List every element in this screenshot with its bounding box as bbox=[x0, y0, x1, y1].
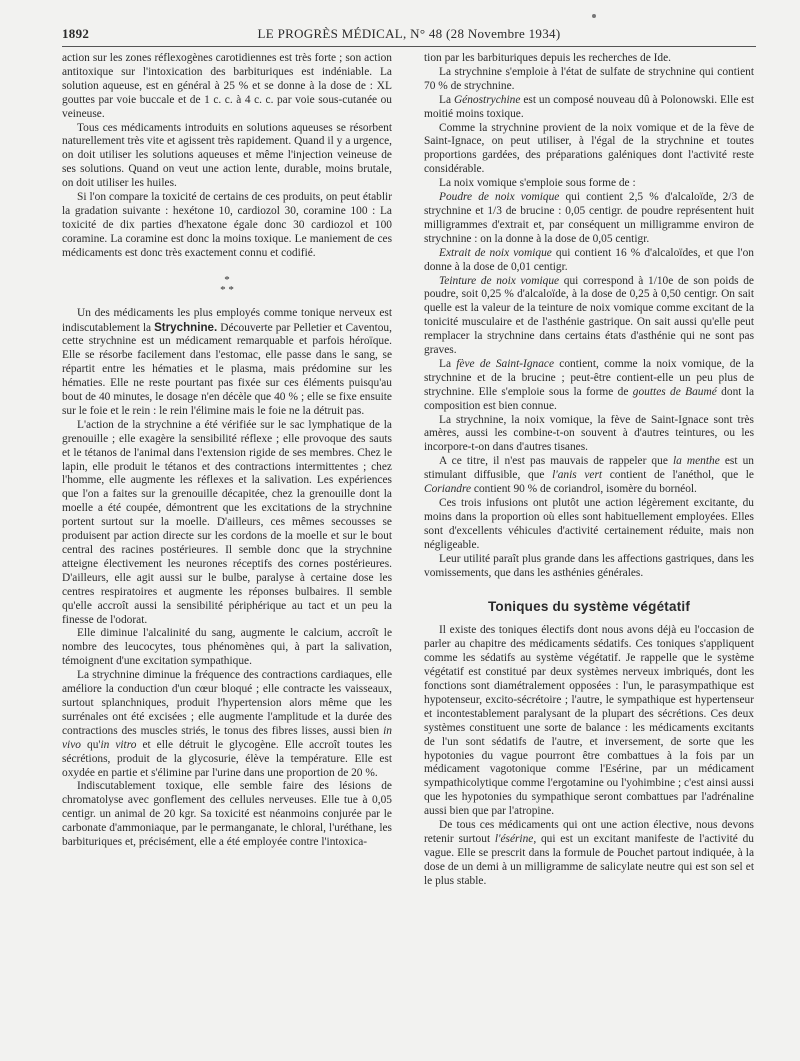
term-strychnine: Strychnine. bbox=[154, 320, 218, 334]
section-heading: Toniques du système végétatif bbox=[487, 599, 691, 615]
paragraph: tion par les barbituriques depuis les recherches de Ide. bbox=[424, 52, 672, 64]
paragraph: Comme la strychnine provient de la noix vomique et de la fève de Saint-Ignace, on peut utiliser, à l'égal de la strychnine et toutes proportions gardées, des préparations galéniques dont l'activité reste considérable. bbox=[424, 121, 754, 176]
paragraph: La noix vomique s'emploie sous forme de : bbox=[439, 177, 636, 190]
paragraph: Tous ces médicaments introduits en solutions aqueuses se résorbent naturellement très vite et agissent très rapidement. Quand il y a urgence, on doit utiliser les solutions aqueuses et même l'injection veineuse de ses solutions. Quand on veut une action lente, durable, moins brutale, on doit utiliser les huiles. bbox=[62, 121, 392, 190]
paragraph: De tous ces médicaments qui ont une action élective, nous devons retenir surtout l'ésérine, qui est un excitant manifeste de l'activité du vague. Elle se prescrit dans la formule de Pouchet partout indiquée, à la dose de un demi à un milligramme de salicylate neutre qui est son sel et le plus stable. bbox=[424, 819, 754, 887]
print-speck bbox=[592, 14, 596, 18]
paragraph-strychnine-intro: Un des médicaments les plus employés comme tonique nerveux est indiscutablement la Strychnine. Découverte par Pelletier et Caventou, cette strychnine est un médicament remarquable et parfois héroïque. Elle se résorbe facilement dans l'estomac, elle passe dans le sang, se répartit entre les hématies et le plasma, mais prédomine sur les hématies. Elle ne reste pourtant pas fixée sur ces éléments puisqu'au bout de 40 minutes, le dosage n'en décèle que 40 % ; elle se fixe ensuite sur le foie et le rein : le rein l'élimine mais le foie ne la détruit pas. bbox=[62, 306, 392, 417]
paragraph: Si l'on compare la toxicité de certains de ces produits, on peut établir la gradation suivante : hexétone 10, cardiozol 30, coramine 100 : La toxicité de dix parties d'hexatone égale donc 30 cardiozol et 100 coramine. La coramine est donc la moins toxique. Le maniement de ces médicaments est donc très exactement connu et codifié. bbox=[62, 191, 392, 259]
right-column bbox=[424, 52, 754, 889]
paragraph: Leur utilité paraît plus grande dans les affections gastriques, dans les vomissements, que dans les asthénies générales. bbox=[424, 552, 754, 579]
page-number: 1892 bbox=[62, 26, 90, 41]
paragraph: La fève de Saint-Ignace contient, comme la noix vomique, de la strychnine et de la brucine ; peut-être contient-elle un peu plus de strychnine. Elle s'emploie sous la forme de gouttes de Baumé dont la composition est bien connue. bbox=[424, 357, 755, 412]
left-column bbox=[62, 52, 392, 850]
paragraph: La strychnine s'emploie à l'état de sulfate de strychnine qui contient 70 % de strychnine. bbox=[424, 65, 754, 92]
paragraph: Ces trois infusions ont plutôt une action légèrement excitante, du moins dans la proportion où elles sont habituellement employées. Elles sont d'excellents véhicules d'activité certainement réduite, mais non négligeable. bbox=[424, 497, 754, 551]
paragraph: Poudre de noix vomique qui contient 2,5 % d'alcaloïde, 2/3 de strychnine et 1/3 de brucine : 0,05 centigr. de poudre représentent huit milligrammes d'extrait et, par conséquent un milligramme environ de strychnine : on la donne à la dose de 0,05 centigr. bbox=[424, 191, 754, 245]
header-rule bbox=[62, 46, 756, 47]
paragraph: A ce titre, il n'est pas mauvais de rappeler que la menthe est un stimulant diffusible, que l'anis vert contient de l'anéthol, que le Coriandre contient 90 % de coriandrol, isomère du bornéol. bbox=[424, 455, 754, 496]
paragraph: action sur les zones réflexogènes carotidiennes est très forte ; son action antitoxique sur l'intoxication des barbituriques est indéniable. La solution aqueuse, est en général à 25 % et se donne à la dose de : XL gouttes par voie buccale et de 1 c. c. à 4 c. c. par voie sous-cutanée ou veineuse. bbox=[62, 52, 392, 120]
paragraph: Extrait de noix vomique qui contient 16 % d'alcaloïdes, et que l'on donne à la dose de 0,01 centigr. bbox=[424, 246, 754, 273]
paragraph: La strychnine diminue la fréquence des contractions cardiaques, elle améliore la conduction d'un cœur bloqué ; elle contracte les vaisseaux, surtout splanchniques, produit l'hypertension alors même que les surrénales ont été excisées ; elle augmente l'amplitude et la durée des contractions des muscles striés, le tonus des fibres lisses, aussi bien in vivo qu'in vitro et elle détruit le glycogène. Elle accroît toutes les sécrétions, produit de la glycosurie, élève la température. Elle est oxydée en partie et s'élimine par l'urine dans une proportion de 20 %. bbox=[62, 669, 392, 779]
paragraph: Teinture de noix vomique qui correspond à 1/10e de son poids de poudre, soit 0,25 % d'alcaloïde, à la dose de 0,25 à 0,50 centigr. On sait quelle est la valeur de la teinture de noix vomique comme excitant de la tonicité musculaire et de l'asthénie gastrique. On sait aussi qu'elle peut remplacer la strychnine dans certains états d'asthénie qui ne sont pas graves. bbox=[424, 274, 754, 357]
running-title: LE PROGRÈS MÉDICAL, N° 48 (28 Novembre 1934) bbox=[257, 26, 561, 41]
paragraph: L'action de la strychnine a été vérifiée sur le sac lymphatique de la grenouille ; elle exagère la sensibilité réflexe ; elle provoque des sauts et le tétanos de l'animal dans l'extension rigide de ses membres. Chez le lapin, elle produit le tétanos et des contractions intermittentes ; chez l'homme, elle augmente les réflexes et la salivation. Les expériences que l'on a faites sur la grenouille décapitée, chez la grenouille dont la moelle a été coupée, démontrent que les excitations de la strychnine portent surtout sur la moelle. D'ailleurs, ces mêmes secousses se produisent par action directe sur les cordons de la moelle et sur le bout central des racines postérieures. Il semble donc que la strychnine atteigne électivement les neurones réceptifs des cornes postérieures. D'ailleurs, elle agit aussi sur le bulbe, paralyse à certaine dose les centres respiratoires et augmente les réponses bulbaires. Il semble qu'elle accroît aussi la sensibilité périphérique au tact et un peu la finesse de l'odorat. bbox=[62, 418, 392, 626]
paragraph: La strychnine, la noix vomique, la fève de Saint-Ignace sont très amères, aussi les combine-t-on souvent à d'autres teintures, ou les incorpore-t-on dans d'autres tisanes. bbox=[424, 413, 754, 454]
page-header bbox=[62, 26, 756, 44]
section-separator-asterism: * * * bbox=[220, 273, 234, 296]
paragraph: Il existe des toniques électifs dont nous avons déjà eu l'occasion de parler au chapitre des médicaments sédatifs. Ces toniques s'appliquent comme les sédatifs au système végétatif. Je rappelle que le système végétatif est constitué par deux systèmes nerveux imbriqués, dont les fonctions sont diamétralement opposées : l'un, le parasympathique est hypotenseur, excito-sécrétoire ; l'autre, le sympathique est hypertenseur et incontestablement paralysant de la plupart des sécrétions. Ces deux systèmes constituent une sorte de balance : les médicaments excitants de l'un sont sédatifs de l'autre, et inversement, de sorte que les hypotonies du vague pourront être combattues à la fois par un médicament vagotonique comme l'Esérine, par un médicament sympathicolytique comme l'ergotamine ou l'yohimbine ; c'est ainsi aussi que les hypotonies du sympathique seront combattues par l'adrénaline aussi bien que par l'atropine. bbox=[424, 624, 754, 818]
paragraph: Elle diminue l'alcalinité du sang, augmente le calcium, accroît le nombre des leucocytes, tous phénomènes qui, à part la salivation, témoignent d'une excitation sympathique. bbox=[62, 627, 392, 668]
paragraph: Indiscutablement toxique, elle semble faire des lésions de chromatolyse avec gonflement des cellules nerveuses. Elle tue à 0,05 centigr. un animal de 20 kgr. Sa toxicité est néanmoins conjurée par le carbonate d'ammoniaque, par le permanganate, le chloral, l'uréthane, les barbituriques et, précisément, elle a été employée contre l'intoxica- bbox=[62, 780, 392, 849]
paragraph: La Génostrychine est un composé nouveau dû à Polonowski. Elle est moitié moins toxique. bbox=[424, 93, 754, 120]
